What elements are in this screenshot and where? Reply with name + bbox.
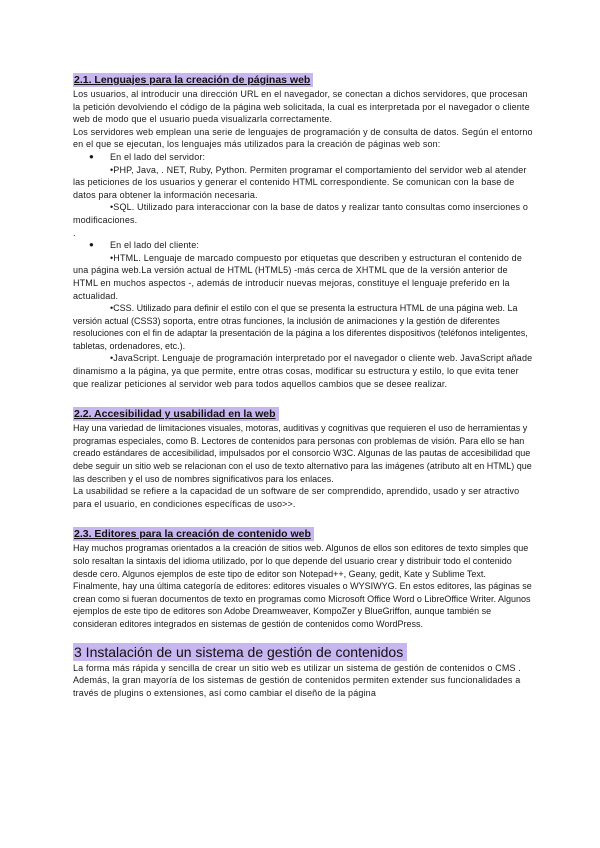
item-html: •HTML. Lenguaje de marcado compuesto por etiquetas que describen y estructuran el contenido de una página web.La versión actual de HTML (HTML5) -más cerca de XHTML que de la versión anterior de HTML en muchos aspectos -, además de introducir nuevas mejoras, constituye el lenguaje preferido en la actualidad. xyxy=(73,252,522,301)
paragraph: La forma más rápida y sencilla de crear un sitio web es utilizar un sistema de gestión de contenidos o CMS . Además, la gran mayoría de los sistemas de gestión de contenidos permiten extender sus funcionalidades a través de plugins o extensiones, así como cambiar el diseño de la página xyxy=(73,662,521,698)
spacer xyxy=(73,390,533,404)
heading-2-1: 2.1. Lenguajes para la creación de páginas web xyxy=(73,73,313,87)
heading-2-2: 2.2. Accesibilidad y usabilidad en la web xyxy=(73,407,279,421)
heading-2-3: 2.3. Editores para la creación de contenido web xyxy=(73,527,314,541)
item-javascript: •JavaScript. Lenguaje de programación interpretado por el navegador o cliente web. JavaScript añade dinamismo a la página, ya que permite, entre otras cosas, modificar su estructura y estilo, lo que evita tener que realizar peticiones al servidor web para todos aquellos cambios que se desee realizar. xyxy=(73,353,533,389)
stray-dot: . xyxy=(73,227,76,238)
paragraph: Hay muchos programas orientados a la creación de sitios web. Algunos de ellos son editores de texto simples que solo resaltan la sintaxis del idioma utilizado, por lo que depende del usuario crear y distribuir todo el contenido desde cero. Algunos ejemplos de este tipo de editor son Notepad++, Geany, gedit, Kate y Sublime Text. Finalmente, hay una última categoría de editores: editores visuales o WYSIWYG. En estos editores, las páginas se crean como si fueran documentos de texto en programas como Microsoft Office Word o LibreOffice Writer. Algunos ejemplos de este tipo de editores son Adobe Dreamweaver, KompoZer y BlueGriffon, aunque también se consideran editores integrados en sistemas de gestión de contenidos como WordPress. xyxy=(73,543,532,629)
item-sql: •SQL. Utilizado para interaccionar con la base de datos y realizar tanto consultas como inserciones o modificaciones. xyxy=(73,202,529,225)
bullet-label: En el lado del cliente: xyxy=(110,240,200,251)
paragraph: Los usuarios, al introducir una dirección URL en el navegador, se conectan a dichos servidores, que procesan la petición devolviendo el código de la página web solicitada, la cual es interpretada por el navegador o cliente web de modo que el usuario pueda visualizarla correctamente. xyxy=(73,89,530,125)
item-php: •PHP, Java, . NET, Ruby, Python. Permiten programar el comportamiento del servidor web al atender las peticiones de los usuarios y generar el contenido HTML correspondiente. Se comunican con la base de datos para obtener la información necesaria. xyxy=(73,164,527,200)
spacer xyxy=(73,631,533,643)
bullet-dot-icon: ● xyxy=(89,240,94,250)
item-css: •CSS. Utilizado para definir el estilo con el que se presenta la estructura HTML de una página web. La versión actual (CSS3) soporta, entre otras funciones, la inclusión de animaciones y la gestión de diferentes resoluciones con el fin de adaptar la presentación de la página a los diferentes dispositivos (teléfonos inteligentes, tabletas, ordenadores, etc.). xyxy=(73,303,528,351)
bullet-server-side xyxy=(73,151,533,164)
spacer xyxy=(73,510,533,524)
bullet-label: En el lado del servidor: xyxy=(110,151,206,162)
paragraph: La usabilidad se refiere a la capacidad de un software de ser comprendido, aprendido, usado y ser atractivo para el usuario, en condiciones específicas de uso>>. xyxy=(73,486,520,509)
paragraph: Hay una variedad de limitaciones visuales, motoras, auditivas y cognitivas que requieren el uso de herramientas y programas especiales, como B. Lectores de contenidos para personas con problemas de visión. Para ello se han creado estándares de accesibilidad, impulsados por el consorcio W3C. Algunas de las pautas de accesibilidad que debe seguir un sitio web se relacionan con el uso de texto alternativo para las imágenes (atributo alt en HTML) que las describen y el uso de nombres significativos para los enlaces. xyxy=(73,423,532,484)
bullet-dot-icon: ● xyxy=(89,151,94,161)
heading-3: 3 Instalación de un sistema de gestión de contenidos xyxy=(73,643,407,661)
paragraph: Los servidores web emplean una serie de lenguajes de programación y de consulta de datos. Según el entorno en el que se ejecutan, los lenguajes más utilizados para la creación de páginas web son: xyxy=(73,126,533,150)
document-body xyxy=(73,70,533,699)
bullet-client-side xyxy=(73,239,533,252)
